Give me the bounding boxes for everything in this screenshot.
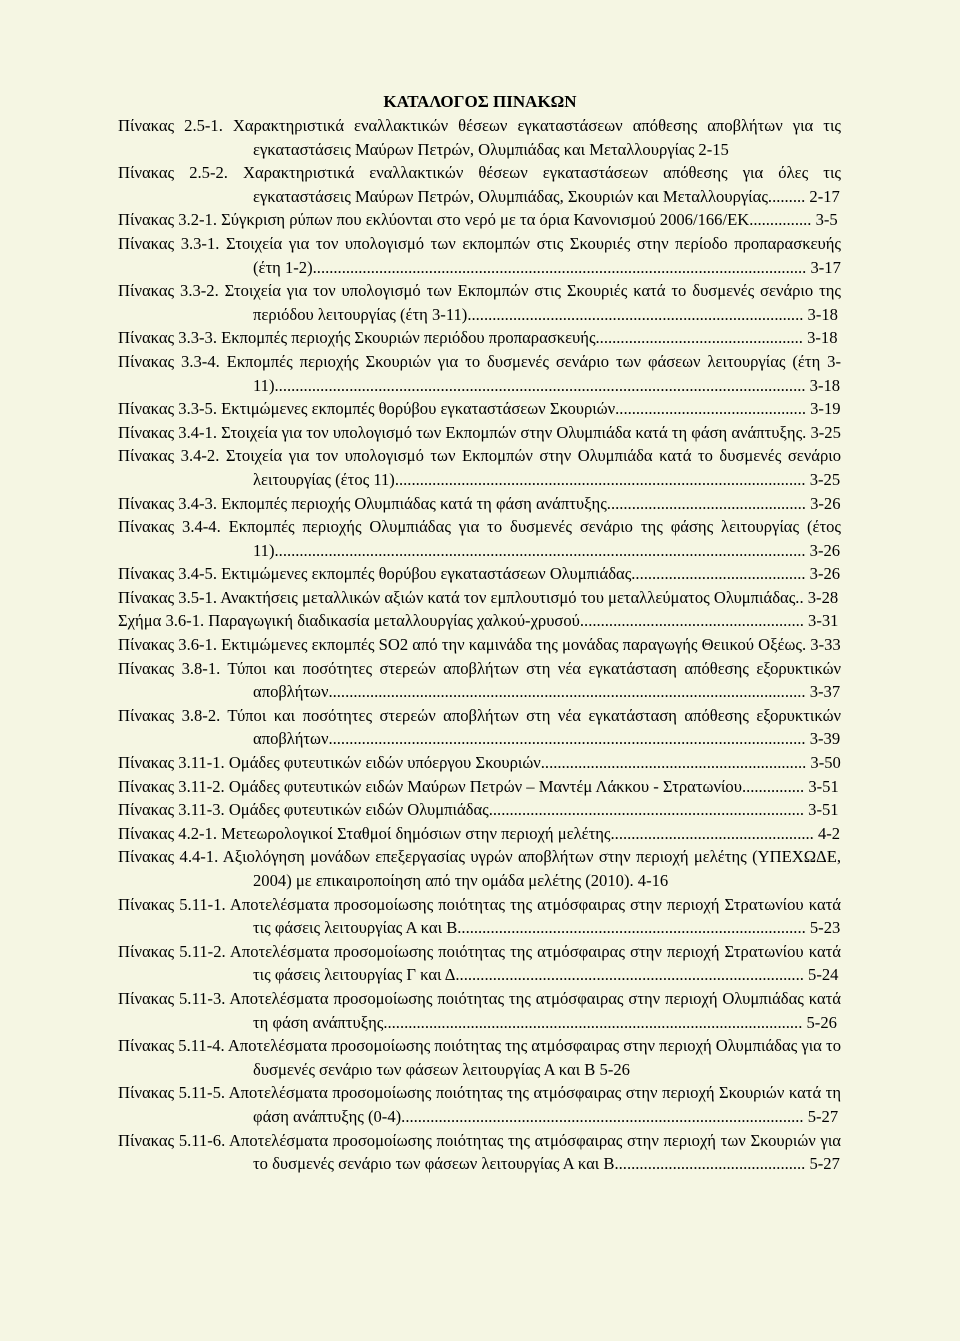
entry-text: Πίνακας 3.3-1. Στοιχεία για τον υπολογισμό των εκπομπών στις Σκουριές στην περίοδο προπαρασκευής (έτη 1-2).: [118, 233, 841, 277]
entry-text: Πίνακας 5.11-4. Αποτελέσματα προσομοίωσης ποιότητας της ατμόσφαιρας στην περιοχή Ολυμπιάδας για το δυσμενές σενάριο των φάσεων λειτουργίας Α και Β 5-26: [118, 1036, 841, 1079]
list-item[interactable]: [118, 232, 841, 279]
entry-text: Πίνακας 3.4-1. Στοιχεία για τον υπολογισμό των Εκπομπών στην Ολυμπιάδα κατά τη φάση ανάπτυξης: [118, 422, 803, 442]
entry-text: Πίνακας 4.4-1. Αξιολόγηση μονάδων επεξεργασίας υγρών αποβλήτων στην περιοχή μελέτης (ΥΠΕΧΩΔΕ, 2004) με επικαιροποίηση από την ομάδα μελέτης (2010). 4-16: [118, 847, 841, 890]
list-item[interactable]: [118, 350, 841, 397]
page-number: 3-51: [804, 776, 839, 796]
dot-leader: ......................................................................................................................: [316, 257, 807, 277]
entry-text: Σχήμα 3.6-1. Παραγωγική διαδικασία μεταλλουργίας χαλκού-χρυσού: [118, 611, 580, 631]
entry-text: Πίνακας 3.3-2. Στοιχεία για τον υπολογισμό των Εκπομπών στις Σκουριές κατά το δυσμενές σενάριο της περιόδου λειτουργίας (έτη 3-11): [118, 281, 841, 324]
dot-leader: ..........................................: [631, 564, 806, 584]
list-item[interactable]: [118, 704, 841, 751]
dot-leader: ..: [795, 587, 804, 607]
dot-leader: .................................................................................: [467, 304, 804, 324]
dot-leader: ...................................................................................................................: [328, 682, 806, 702]
page-number: 3-26: [805, 564, 841, 584]
entry-text: Πίνακας 3.4-5. Εκτιμώμενες εκπομπές θορύβου εγκαταστάσεων Ολυμπιάδας: [118, 564, 632, 584]
page-number: 3-5: [811, 210, 838, 230]
page-number: 3-31: [803, 611, 839, 631]
entry-text: Πίνακας 3.8-1. Τύποι και ποσότητες στερεών αποβλήτων στη νέα εγκατάσταση απόθεσης εξορυκτικών αποβλήτων: [118, 658, 841, 702]
page-title: ΚΑΤΑΛΟΓΟΣ ΠΙΝΑΚΩΝ: [383, 92, 577, 111]
page-number: 5-23: [805, 918, 841, 938]
list-item[interactable]: [118, 562, 841, 586]
list-item[interactable]: [118, 798, 841, 822]
dot-leader: ................................................................................................................................: [274, 540, 806, 560]
entry-text: Πίνακας 3.2-1. Σύγκριση ρύπων που εκλύονται στο νερό με τα όρια Κανονισμού 2006/166/ΕΚ: [118, 210, 750, 230]
dot-leader: .....................................................................................................: [383, 1012, 803, 1032]
entry-text: Πίνακας 2.5-1. Χαρακτηριστικά εναλλακτικών θέσεων εγκαταστάσεων απόθεσης αποβλήτων για τις εγκαταστάσεις Μαύρων Πετρών, Ολυμπιάδας και Μεταλλουργίας 2-15: [118, 116, 841, 159]
entry-text: Πίνακας 4.2-1. Μετεωρολογικοί Σταθμοί δημόσιων στην περιοχή μελέτης: [118, 823, 611, 843]
page-number: 5-26: [802, 1012, 837, 1032]
dot-leader: ....................................................................................: [457, 918, 806, 938]
list-item[interactable]: [118, 208, 841, 232]
list-item[interactable]: [118, 1129, 841, 1176]
list-item[interactable]: [118, 492, 841, 516]
entry-text: Πίνακας 3.6-1. Εκτιμώμενες εκπομπές SO2 από την καμινάδα της μονάδας παραγωγής Θειικού Οξέως.: [118, 635, 807, 655]
page-number: 3-37: [805, 682, 841, 702]
page-number: 5-27: [805, 1154, 840, 1174]
entry-text: Πίνακας 5.11-6. Αποτελέσματα προσομοίωσης ποιότητας της ατμόσφαιρας στην περιοχή των Σκουριών για το δυσμενές σενάριο των φάσεων λειτουργίας Α και Β: [118, 1130, 841, 1174]
page-number: 3-18: [805, 375, 841, 395]
entry-text: Πίνακας 5.11-5. Αποτελέσματα προσομοίωσης ποιότητας της ατμόσφαιρας στην περιοχή Σκουριών κατά τη φάση ανάπτυξης (0-4): [118, 1083, 841, 1126]
entry-text: Πίνακας 3.3-5. Εκτιμώμενες εκπομπές θορύβου εγκαταστάσεων Σκουριών: [118, 399, 616, 419]
page-number: 5-27: [803, 1106, 839, 1126]
page-number: 3-28: [803, 587, 839, 607]
list-item[interactable]: [118, 421, 841, 445]
dot-leader: ...................................................................................................................: [328, 729, 806, 749]
dot-leader: ...............: [741, 776, 805, 796]
list-item[interactable]: [118, 940, 841, 987]
list-item[interactable]: [118, 1034, 841, 1081]
list-item[interactable]: [118, 609, 841, 633]
page-number: 3-26: [805, 540, 841, 560]
entry-text: Πίνακας 3.4-4. Εκπομπές περιοχής Ολυμπιάδας για το δυσμενές σενάριο της φάσης λειτουργίας (έτος 11): [118, 517, 841, 560]
dot-leader: ............................................................................: [488, 800, 805, 820]
list-item[interactable]: [118, 515, 841, 562]
list-item[interactable]: [118, 845, 841, 892]
dot-leader: .........: [767, 186, 806, 206]
page-number: 4-2: [813, 823, 841, 843]
list-item[interactable]: [118, 657, 841, 704]
entry-text: Πίνακας 3.4-3. Εκπομπές περιοχής Ολυμπιάδας κατά τη φάση ανάπτυξης: [118, 493, 607, 513]
page-number: 5-24: [803, 965, 839, 985]
entry-text: Πίνακας 3.8-2. Τύποι και ποσότητες στερεών αποβλήτων στη νέα εγκατάσταση απόθεσης εξορυκτικών αποβλήτων: [118, 705, 841, 749]
list-item[interactable]: [118, 633, 841, 657]
page-number: 3-25: [806, 422, 841, 442]
entry-text: Πίνακας 3.3-4. Εκπομπές περιοχής Σκουριών για το δυσμενές σενάριο των φάσεων λειτουργίας (έτη 3-11): [118, 351, 841, 395]
entry-text: Πίνακας 3.11-2. Ομάδες φυτευτικών ειδών Μαύρων Πετρών – Μαντέμ Λάκκου - Στρατωνίου: [118, 776, 742, 796]
entry-text: Πίνακας 3.5-1. Ανακτήσεις μεταλλικών αξιών κατά τον εμπλουτισμό του μεταλλεύματος Ολυμπιάδας: [118, 587, 796, 607]
list-item[interactable]: [118, 893, 841, 940]
list-item[interactable]: [118, 987, 841, 1034]
dot-leader: .................................................: [610, 823, 814, 843]
dot-leader: .: [802, 422, 807, 442]
dot-leader: ..............................................: [614, 1154, 806, 1174]
page-number: 3-19: [805, 399, 841, 419]
list-item[interactable]: [118, 114, 841, 161]
entry-text: Πίνακας 5.11-2. Αποτελέσματα προσομοίωσης ποιότητας της ατμόσφαιρας στην περιοχή Στρατωνίου κατά τις φάσεις λειτουργίας Γ και Δ.: [118, 941, 841, 985]
dot-leader: ................................................: [606, 493, 806, 513]
page-number: 3-17: [806, 257, 841, 277]
list-item[interactable]: [118, 326, 841, 350]
page-number: 3-39: [805, 729, 841, 749]
dot-leader: ..............................................: [615, 399, 806, 419]
entry-text: Πίνακας 3.3-3. Εκπομπές περιοχής Σκουριών περιόδου προπαρασκευής: [118, 328, 596, 348]
list-item[interactable]: [118, 1081, 841, 1128]
list-item[interactable]: [118, 279, 841, 326]
dot-leader: .................................................................................................: [401, 1106, 804, 1126]
dot-leader: ......................................................: [579, 611, 804, 631]
list-item[interactable]: [118, 775, 841, 799]
table-list: [118, 114, 841, 1176]
dot-leader: ..................................................: [595, 328, 803, 348]
page-number: 3-26: [805, 493, 841, 513]
entry-text: Πίνακας 5.11-1. Αποτελέσματα προσομοίωσης ποιότητας της ατμόσφαιρας στην περιοχή Στρατωνίου κατά τις φάσεις λειτουργίας Α και Β: [118, 894, 841, 938]
list-item[interactable]: [118, 751, 841, 775]
list-item[interactable]: [118, 822, 841, 846]
list-item[interactable]: [118, 161, 841, 208]
entry-text: Πίνακας 3.11-1. Ομάδες φυτευτικών ειδών υπόεργου Σκουριών: [118, 753, 541, 773]
dot-leader: ................................................................................................................................: [274, 375, 806, 395]
dot-leader: ...............: [749, 210, 812, 230]
entry-text: Πίνακας 5.11-3. Αποτελέσματα προσομοίωσης ποιότητας της ατμόσφαιρας στην περιοχή Ολυμπιάδας κατά τη φάση ανάπτυξης: [118, 988, 841, 1032]
list-item[interactable]: [118, 397, 841, 421]
page-number: 3-33: [806, 635, 841, 655]
page-number: 3-18: [802, 328, 838, 348]
page-number: 3-50: [806, 753, 841, 773]
list-item[interactable]: [118, 586, 841, 610]
dot-leader: ...................................................................................: [459, 965, 804, 985]
entry-text: Πίνακας 2.5-2. Χαρακτηριστικά εναλλακτικών θέσεων εγκαταστάσεων απόθεσης για όλες τις εγκαταστάσεις Μαύρων Πετρών, Ολυμπιάδας, Σκουριών και Μεταλλουργίας: [118, 163, 841, 206]
page-number: 2-17: [805, 186, 840, 206]
entry-text: Πίνακας 3.11-3. Ομάδες φυτευτικών ειδών Ολυμπιάδας: [118, 800, 489, 820]
entry-text: Πίνακας 3.4-2. Στοιχεία για τον υπολογισμό των Εκπομπών στην Ολυμπιάδα κατά το δυσμενές σενάριο λειτουργίας (έτος 11): [118, 446, 841, 489]
page-number: 3-51: [804, 800, 839, 820]
list-item[interactable]: [118, 444, 841, 491]
page-number: 3-25: [805, 469, 841, 489]
dot-leader: ...................................................................................................: [394, 469, 806, 489]
page-number: 3-18: [803, 304, 838, 324]
dot-leader: ................................................................: [540, 753, 807, 773]
